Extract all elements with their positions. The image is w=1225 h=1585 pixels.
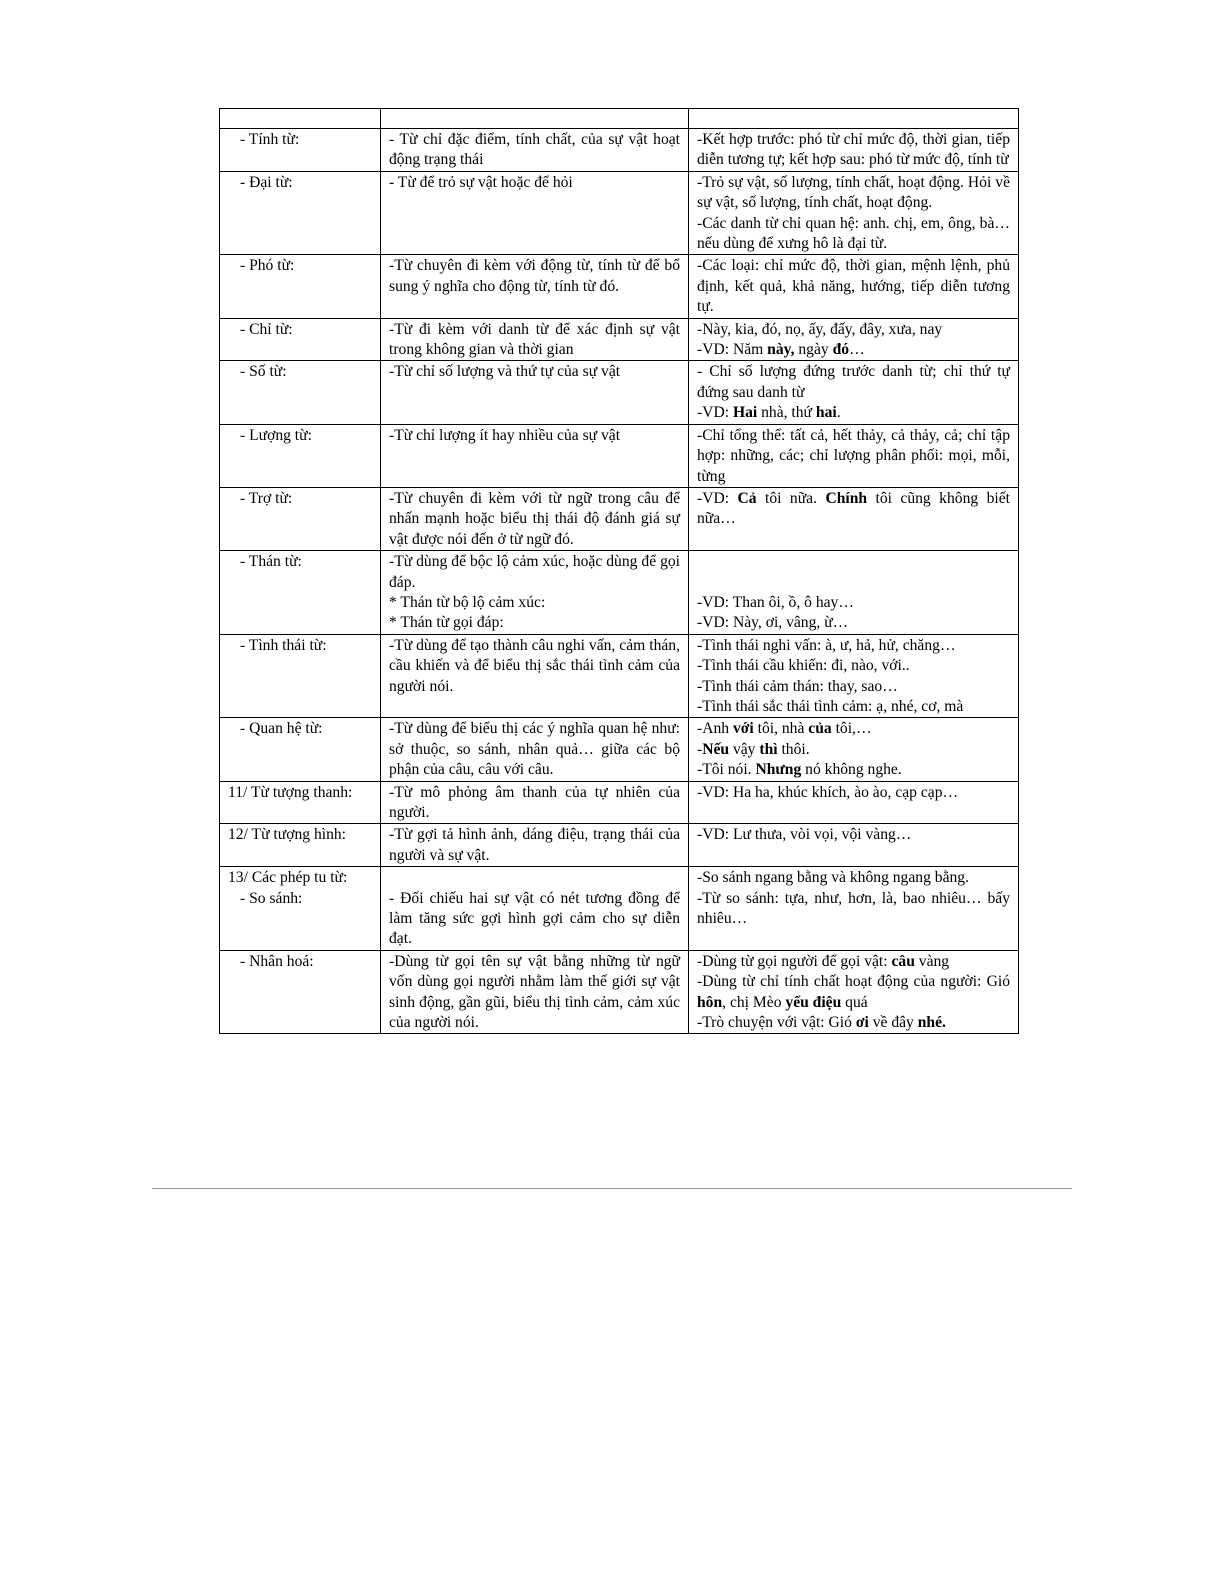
table-row: [220, 361, 1019, 424]
definition-cell: [381, 867, 689, 951]
term-cell: [220, 255, 381, 318]
notes-line: -VD: Cả tôi nữa. Chính tôi cũng không biết nữa…: [697, 489, 1010, 528]
grammar-table: [219, 108, 1019, 1034]
term-cell: [220, 634, 381, 718]
notes-line: -Tôi nói. Nhưng nó không nghe.: [697, 761, 902, 779]
definition-cell: [381, 718, 689, 781]
term-label: 12/ Từ tượng hình:: [228, 826, 346, 844]
notes-cell: [689, 487, 1019, 550]
notes-cell: [689, 255, 1019, 318]
table-row: [220, 634, 1019, 718]
notes-line: -So sánh ngang bằng và không ngang bằng.: [697, 869, 969, 887]
notes-cell: [689, 129, 1019, 172]
table-row: [220, 318, 1019, 361]
notes-cell: [689, 634, 1019, 718]
definition-cell: [381, 824, 689, 867]
definition-cell: [381, 171, 689, 255]
term-cell: [220, 824, 381, 867]
term-label: - Nhân hoá:: [240, 952, 314, 970]
term-cell: [220, 781, 381, 824]
notes-line: -Dùng từ gọi người để gọi vật: câu vàng: [697, 952, 950, 970]
notes-line: -Tình thái cảm thán: thay, sao…: [697, 677, 898, 695]
term-cell: [220, 424, 381, 487]
notes-cell: [689, 718, 1019, 781]
notes-line: [697, 573, 1010, 593]
definition-cell: [381, 551, 689, 635]
notes-line: -Tình thái nghi vấn: à, ư, hả, hử, chăng…: [697, 636, 956, 654]
table-row: [220, 487, 1019, 550]
term-cell: [220, 487, 381, 550]
term-label: - Số từ:: [240, 363, 287, 381]
notes-cell: [689, 867, 1019, 951]
definition-line: - Đối chiếu hai sự vật có nét tương đồng để làm tăng sức gợi hình gợi cảm cho sự diễn đạt.: [389, 889, 680, 948]
table-row: [220, 171, 1019, 255]
table-row: [220, 129, 1019, 172]
notes-line: -Này, kia, đó, nọ, ấy, đấy, đây, xưa, nay: [697, 320, 943, 338]
term-label: - Phó từ:: [240, 257, 295, 275]
definition-line: -Từ gợi tả hình ảnh, dáng điệu, trạng thái của người và sự vật.: [389, 826, 680, 864]
definition-cell: [381, 634, 689, 718]
notes-line: -Trỏ sự vật, số lượng, tính chất, hoạt động. Hỏi về sự vật, số lượng, tính chất, hoạt động.: [697, 173, 1010, 212]
header-row-blank: [220, 109, 1019, 129]
term-label: - Thán từ:: [240, 553, 302, 571]
definition-cell: [381, 950, 689, 1034]
blank-cell: [381, 109, 689, 129]
blank-cell: [220, 109, 381, 129]
definition-line: - Từ chỉ đặc điểm, tính chất, của sự vật hoạt động trạng thái: [389, 131, 680, 169]
term-cell: [220, 718, 381, 781]
term-label: - Quan hệ từ:: [240, 720, 323, 738]
definition-line: -Từ đi kèm với danh từ để xác định sự vật trong không gian và thời gian: [389, 320, 680, 359]
notes-line: -VD: Ha ha, khúc khích, ào ào, cạp cạp…: [697, 783, 959, 801]
term-cell: [220, 551, 381, 635]
notes-cell: [689, 424, 1019, 487]
definition-line: -Dùng từ gọi tên sự vật bằng những từ ngữ vốn dùng gọi người nhằm làm thế giới sự vật sinh động, gần gũi, biểu thị tình cảm, cảm xúc của người nói.: [389, 952, 680, 1032]
term-label: - Chỉ từ:: [240, 320, 293, 338]
notes-line: -Anh với tôi, nhà của tôi,…: [697, 720, 872, 738]
definition-cell: [381, 424, 689, 487]
notes-line: -VD: Này, ơi, vâng, ừ…: [697, 614, 849, 632]
notes-line: -Từ so sánh: tựa, như, hơn, là, bao nhiêu… bấy nhiêu…: [697, 889, 1010, 928]
notes-line: -VD: Than ôi, ồ, ô hay…: [697, 593, 854, 611]
table-body: [220, 109, 1019, 1034]
definition-line: -Từ chỉ số lượng và thứ tự của sự vật: [389, 363, 621, 381]
term-cell: [220, 171, 381, 255]
notes-cell: [689, 171, 1019, 255]
definition-line: -Từ chuyên đi kèm với từ ngữ trong câu để nhấn mạnh hoặc biểu thị thái độ đánh giá sự vật được nói đến ở từ ngữ đó.: [389, 489, 680, 548]
term-label: 11/ Từ tượng thanh:: [228, 783, 353, 801]
definition-line: -Từ dùng để bộc lộ cảm xúc, hoặc dùng để gọi đáp.: [389, 553, 680, 591]
definition-line: [389, 868, 680, 888]
definition-line: * Thán từ gọi đáp:: [389, 614, 504, 632]
table-row: [220, 551, 1019, 635]
notes-line: -VD: Hai nhà, thứ hai.: [697, 404, 841, 422]
notes-line: -Kết hợp trước: phó từ chỉ mức độ, thời gian, tiếp diễn tương tự; kết hợp sau: phó từ mức độ, tính từ: [697, 131, 1010, 169]
term-cell: [220, 361, 381, 424]
definition-cell: [381, 255, 689, 318]
term-label: - Đại từ:: [240, 173, 293, 191]
notes-cell: [689, 318, 1019, 361]
definition-line: -Từ dùng để tạo thành câu nghi vấn, cảm thán, cầu khiến và để biểu thị sắc thái tình cảm của người nói.: [389, 636, 680, 695]
term-cell: [220, 129, 381, 172]
definition-line: -Từ dùng để biểu thị các ý nghĩa quan hệ như: sở thuộc, so sánh, nhân quả… giữa các bộ phận của câu, câu với câu.: [389, 720, 680, 779]
notes-line: - Chỉ số lượng đứng trước danh từ; chỉ thứ tự đứng sau danh từ: [697, 363, 1010, 401]
notes-line: -Dùng từ chỉ tính chất hoạt động của người: Gió hôn, chị Mèo yểu điệu quá: [697, 973, 1010, 1011]
notes-cell: [689, 781, 1019, 824]
notes-line: -VD: Năm này, ngày đó…: [697, 341, 865, 359]
notes-line: [697, 552, 1010, 572]
table-row: [220, 824, 1019, 867]
notes-line: -Trò chuyện với vật: Gió ơi về đây nhé.: [697, 1014, 946, 1032]
notes-line: -Tình thái cầu khiến: đi, nào, với..: [697, 657, 910, 675]
notes-cell: [689, 551, 1019, 635]
term-label: - Tình thái từ:: [240, 636, 327, 654]
term-cell: [220, 867, 381, 951]
definition-line: * Thán từ bộ lộ cảm xúc:: [389, 593, 546, 611]
term-cell: [220, 950, 381, 1034]
term-label: - Tính từ:: [240, 131, 300, 148]
term-label: - Trợ từ:: [240, 489, 293, 507]
notes-line: -VD: Lư thưa, vòi vọi, vội vàng…: [697, 826, 912, 844]
notes-line: -Chỉ tổng thể: tất cả, hết thảy, cả thảy, cả; chỉ tập hợp: những, các; chỉ lượng phân phối: mọi, mỗi, từng: [697, 426, 1010, 485]
table-row: [220, 781, 1019, 824]
notes-line: -Nếu vậy thì thôi.: [697, 740, 810, 758]
notes-cell: [689, 361, 1019, 424]
definition-cell: [381, 361, 689, 424]
page-divider: [152, 1188, 1072, 1189]
table-row: [220, 424, 1019, 487]
definition-cell: [381, 318, 689, 361]
notes-line: -Các danh từ chỉ quan hệ: anh. chị, em, ông, bà… nếu dùng để xưng hô là đại từ.: [697, 214, 1010, 253]
definition-line: -Từ chuyên đi kèm với động từ, tính từ để bổ sung ý nghĩa cho động từ, tính từ đó.: [389, 257, 680, 295]
notes-line: -Tình thái sắc thái tình cảm: ạ, nhé, cơ, mà: [697, 697, 964, 715]
definition-line: - Từ để trỏ sự vật hoặc để hỏi: [389, 173, 573, 191]
definition-line: -Từ mô phỏng âm thanh của tự nhiên của người.: [389, 783, 680, 821]
term-cell: [220, 318, 381, 361]
notes-cell: [689, 824, 1019, 867]
definition-cell: [381, 129, 689, 172]
term-sub-label: - So sánh:: [240, 889, 303, 907]
notes-cell: [689, 950, 1019, 1034]
definition-cell: [381, 781, 689, 824]
table-row: [220, 867, 1019, 951]
term-label: 13/ Các phép tu từ:: [228, 869, 348, 887]
table-row: [220, 950, 1019, 1034]
notes-line: -Các loại: chỉ mức độ, thời gian, mệnh lệnh, phủ định, kết quả, khả năng, hướng, tiếp diễn tương tự.: [697, 257, 1010, 316]
table-row: [220, 718, 1019, 781]
table-row: [220, 255, 1019, 318]
definition-line: -Từ chỉ lượng ít hay nhiều của sự vật: [389, 426, 621, 444]
definition-cell: [381, 487, 689, 550]
blank-cell: [689, 109, 1019, 129]
term-label: - Lượng từ:: [240, 426, 312, 444]
